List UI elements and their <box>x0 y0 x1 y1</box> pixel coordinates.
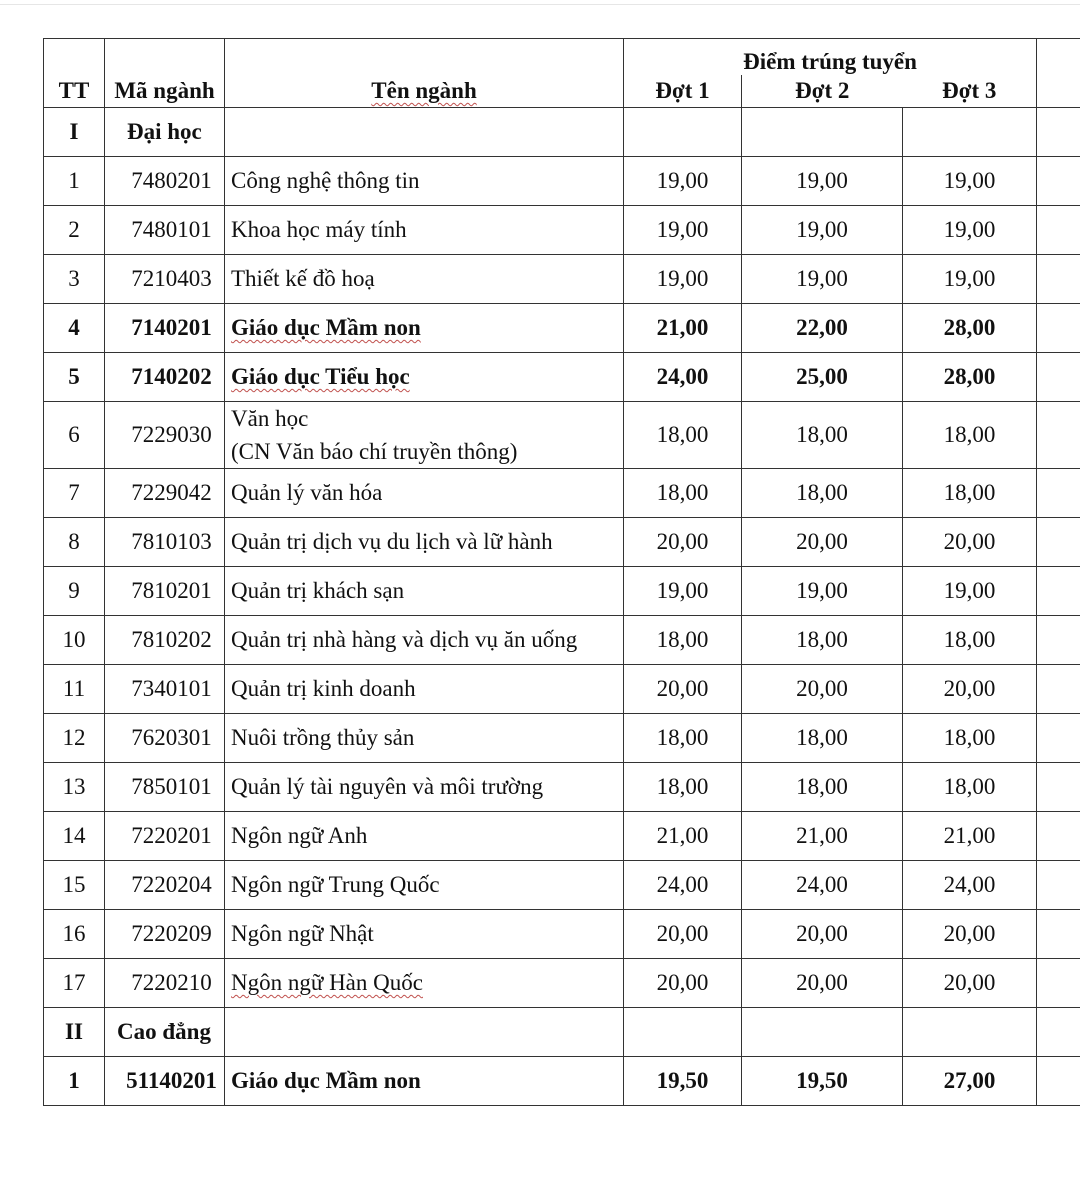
score-round-1: 19,00 <box>624 567 742 616</box>
major-name-text: Công nghệ thông tin <box>231 168 420 193</box>
empty-cell <box>225 1008 624 1057</box>
score-round-3: 18,00 <box>903 469 1037 518</box>
major-name <box>225 402 624 469</box>
score-round-3: 20,00 <box>903 518 1037 567</box>
empty-cell <box>1037 206 1080 255</box>
empty-cell <box>1037 763 1080 812</box>
score-round-1: 19,50 <box>624 1057 742 1106</box>
score-round-3: 20,00 <box>903 959 1037 1008</box>
score-round-2: 19,50 <box>742 1057 903 1106</box>
score-round-3: 27,00 <box>903 1057 1037 1106</box>
table-row <box>44 353 1080 402</box>
empty-cell <box>1037 469 1080 518</box>
major-name-text: Quản lý văn hóa <box>231 480 383 505</box>
empty-cell <box>1037 157 1080 206</box>
row-number: 7 <box>44 469 105 518</box>
score-round-3: 19,00 <box>903 255 1037 304</box>
admission-score-table <box>43 38 1080 1106</box>
section-row-university <box>44 108 1080 157</box>
row-number: 16 <box>44 910 105 959</box>
score-round-1: 20,00 <box>624 518 742 567</box>
round-2-header: Đợt 2 <box>742 75 903 108</box>
row-number: 3 <box>44 255 105 304</box>
score-round-3: 20,00 <box>903 910 1037 959</box>
score-round-3: 24,00 <box>903 861 1037 910</box>
major-code: 7810201 <box>105 567 225 616</box>
empty-cell <box>1037 812 1080 861</box>
table-row <box>44 304 1080 353</box>
table-row <box>44 616 1080 665</box>
score-round-2: 18,00 <box>742 714 903 763</box>
row-number: 9 <box>44 567 105 616</box>
major-code: 7210403 <box>105 255 225 304</box>
major-code: 7810202 <box>105 616 225 665</box>
major-name <box>225 567 624 616</box>
col-name-header: Tên ngành <box>225 75 624 108</box>
score-round-2: 19,00 <box>742 567 903 616</box>
table-row <box>44 402 1080 469</box>
score-round-3: 19,00 <box>903 157 1037 206</box>
major-name-text: Quản trị dịch vụ du lịch và lữ hành <box>231 529 553 554</box>
major-name <box>225 714 624 763</box>
row-number: 2 <box>44 206 105 255</box>
major-name-text: Thiết kế đồ hoạ <box>231 266 375 291</box>
empty-cell <box>742 1008 903 1057</box>
score-round-3: 18,00 <box>903 714 1037 763</box>
top-divider <box>0 4 1080 5</box>
empty-cell <box>1037 304 1080 353</box>
section-row-college <box>44 1008 1080 1057</box>
score-round-1: 20,00 <box>624 665 742 714</box>
major-name-text: Ngôn ngữ Trung Quốc <box>231 872 440 897</box>
score-round-1: 18,00 <box>624 763 742 812</box>
row-number: 11 <box>44 665 105 714</box>
table-row <box>44 763 1080 812</box>
major-code: 7220210 <box>105 959 225 1008</box>
major-code: 7810103 <box>105 518 225 567</box>
table-row <box>44 469 1080 518</box>
major-name-text: Giáo dục Mầm non <box>231 1068 421 1093</box>
score-round-2: 19,00 <box>742 255 903 304</box>
row-number: 8 <box>44 518 105 567</box>
score-round-1: 19,00 <box>624 255 742 304</box>
major-code: 7229042 <box>105 469 225 518</box>
major-name <box>225 1057 624 1106</box>
score-round-2: 20,00 <box>742 910 903 959</box>
major-code: 7480201 <box>105 157 225 206</box>
major-name <box>225 353 624 402</box>
major-code: 7220204 <box>105 861 225 910</box>
row-number: 13 <box>44 763 105 812</box>
score-round-3: 28,00 <box>903 353 1037 402</box>
major-name <box>225 812 624 861</box>
major-name-text: Quản trị kinh doanh <box>231 676 416 701</box>
score-round-2: 20,00 <box>742 959 903 1008</box>
major-code: 7229030 <box>105 402 225 469</box>
row-number: 6 <box>44 402 105 469</box>
score-round-1: 24,00 <box>624 353 742 402</box>
major-code: 51140201 <box>105 1057 225 1106</box>
section-number: I <box>44 108 105 157</box>
score-round-2: 21,00 <box>742 812 903 861</box>
score-round-1: 19,00 <box>624 157 742 206</box>
score-round-2: 20,00 <box>742 518 903 567</box>
major-name-text: Khoa học máy tính <box>231 217 407 242</box>
section-number: II <box>44 1008 105 1057</box>
score-round-2: 22,00 <box>742 304 903 353</box>
score-round-1: 20,00 <box>624 910 742 959</box>
empty-cell <box>1037 353 1080 402</box>
empty-cell <box>1037 616 1080 665</box>
table-row <box>44 959 1080 1008</box>
major-name-text: Nuôi trồng thủy sản <box>231 725 415 750</box>
empty-cell <box>1037 910 1080 959</box>
table-row <box>44 206 1080 255</box>
score-round-2: 25,00 <box>742 353 903 402</box>
score-round-1: 24,00 <box>624 861 742 910</box>
empty-cell <box>1037 714 1080 763</box>
empty-cell <box>1037 1057 1080 1106</box>
major-name-text: Giáo dục Mầm non <box>231 315 421 340</box>
table-row <box>44 518 1080 567</box>
score-round-3: 18,00 <box>903 763 1037 812</box>
table-row <box>44 861 1080 910</box>
score-round-3: 19,00 <box>903 567 1037 616</box>
empty-cell <box>1037 518 1080 567</box>
score-round-3: 28,00 <box>903 304 1037 353</box>
major-code: 7480101 <box>105 206 225 255</box>
empty-cell <box>1037 402 1080 469</box>
major-name <box>225 861 624 910</box>
major-name <box>225 959 624 1008</box>
score-round-1: 21,00 <box>624 304 742 353</box>
major-name <box>225 206 624 255</box>
table-row <box>44 567 1080 616</box>
row-number: 1 <box>44 1057 105 1106</box>
major-name <box>225 665 624 714</box>
row-number: 17 <box>44 959 105 1008</box>
score-round-2: 19,00 <box>742 157 903 206</box>
empty-cell <box>1037 861 1080 910</box>
table-row <box>44 157 1080 206</box>
major-code: 7850101 <box>105 763 225 812</box>
row-number: 1 <box>44 157 105 206</box>
table-row <box>44 665 1080 714</box>
table-row <box>44 255 1080 304</box>
major-code: 7140202 <box>105 353 225 402</box>
empty-cell <box>1037 665 1080 714</box>
score-round-2: 18,00 <box>742 763 903 812</box>
score-round-2: 19,00 <box>742 206 903 255</box>
score-round-1: 21,00 <box>624 812 742 861</box>
score-group-header: Điểm trúng tuyển <box>624 39 1037 76</box>
major-name-line-2: (CN Văn báo chí truyền thông) <box>231 439 518 464</box>
score-round-1: 19,00 <box>624 206 742 255</box>
table-row <box>44 1057 1080 1106</box>
row-number: 4 <box>44 304 105 353</box>
major-name <box>225 157 624 206</box>
empty-cell <box>903 1008 1037 1057</box>
table-row <box>44 910 1080 959</box>
score-round-1: 20,00 <box>624 959 742 1008</box>
score-round-1: 18,00 <box>624 402 742 469</box>
row-number: 10 <box>44 616 105 665</box>
major-name <box>225 518 624 567</box>
major-name-text: Ngôn ngữ Anh <box>231 823 368 848</box>
empty-cell <box>1037 567 1080 616</box>
major-name-text: Giáo dục Tiểu học <box>231 364 410 389</box>
row-number: 5 <box>44 353 105 402</box>
score-round-3: 18,00 <box>903 616 1037 665</box>
round-3-header: Đợt 3 <box>903 75 1037 108</box>
section-title: Cao đẳng <box>105 1008 225 1057</box>
major-code: 7220209 <box>105 910 225 959</box>
score-round-1: 18,00 <box>624 616 742 665</box>
table-row <box>44 812 1080 861</box>
major-name <box>225 616 624 665</box>
major-name-text: Quản lý tài nguyên và môi trường <box>231 774 544 799</box>
row-number: 15 <box>44 861 105 910</box>
major-name-text: Quản trị nhà hàng và dịch vụ ăn uống <box>231 627 578 652</box>
table-row <box>44 714 1080 763</box>
row-number: 14 <box>44 812 105 861</box>
score-round-2: 24,00 <box>742 861 903 910</box>
major-code: 7220201 <box>105 812 225 861</box>
empty-cell <box>1037 1008 1080 1057</box>
major-code: 7620301 <box>105 714 225 763</box>
score-round-1: 18,00 <box>624 469 742 518</box>
major-name-line-1: Văn học <box>231 406 309 431</box>
major-name-text: Ngôn ngữ Nhật <box>231 921 374 946</box>
section-title: Đại học <box>105 108 225 157</box>
empty-cell <box>1037 255 1080 304</box>
major-name <box>225 469 624 518</box>
header-row-top <box>44 39 1080 76</box>
major-name <box>225 304 624 353</box>
col-code-header: Mã ngành <box>105 75 225 108</box>
empty-cell <box>1037 959 1080 1008</box>
empty-cell <box>624 1008 742 1057</box>
score-round-3: 18,00 <box>903 402 1037 469</box>
score-round-2: 18,00 <box>742 616 903 665</box>
major-name-text: Quản trị khách sạn <box>231 578 405 603</box>
score-round-3: 21,00 <box>903 812 1037 861</box>
major-name <box>225 910 624 959</box>
major-name <box>225 763 624 812</box>
col-tt-header: TT <box>44 75 105 108</box>
score-round-2: 18,00 <box>742 469 903 518</box>
major-code: 7140201 <box>105 304 225 353</box>
score-round-3: 19,00 <box>903 206 1037 255</box>
row-number: 12 <box>44 714 105 763</box>
score-round-1: 18,00 <box>624 714 742 763</box>
major-code: 7340101 <box>105 665 225 714</box>
header-row <box>44 75 1080 108</box>
major-name <box>225 255 624 304</box>
round-1-header: Đợt 1 <box>624 75 742 108</box>
major-name-text: Ngôn ngữ Hàn Quốc <box>231 970 423 995</box>
score-round-2: 18,00 <box>742 402 903 469</box>
score-round-2: 20,00 <box>742 665 903 714</box>
score-round-3: 20,00 <box>903 665 1037 714</box>
